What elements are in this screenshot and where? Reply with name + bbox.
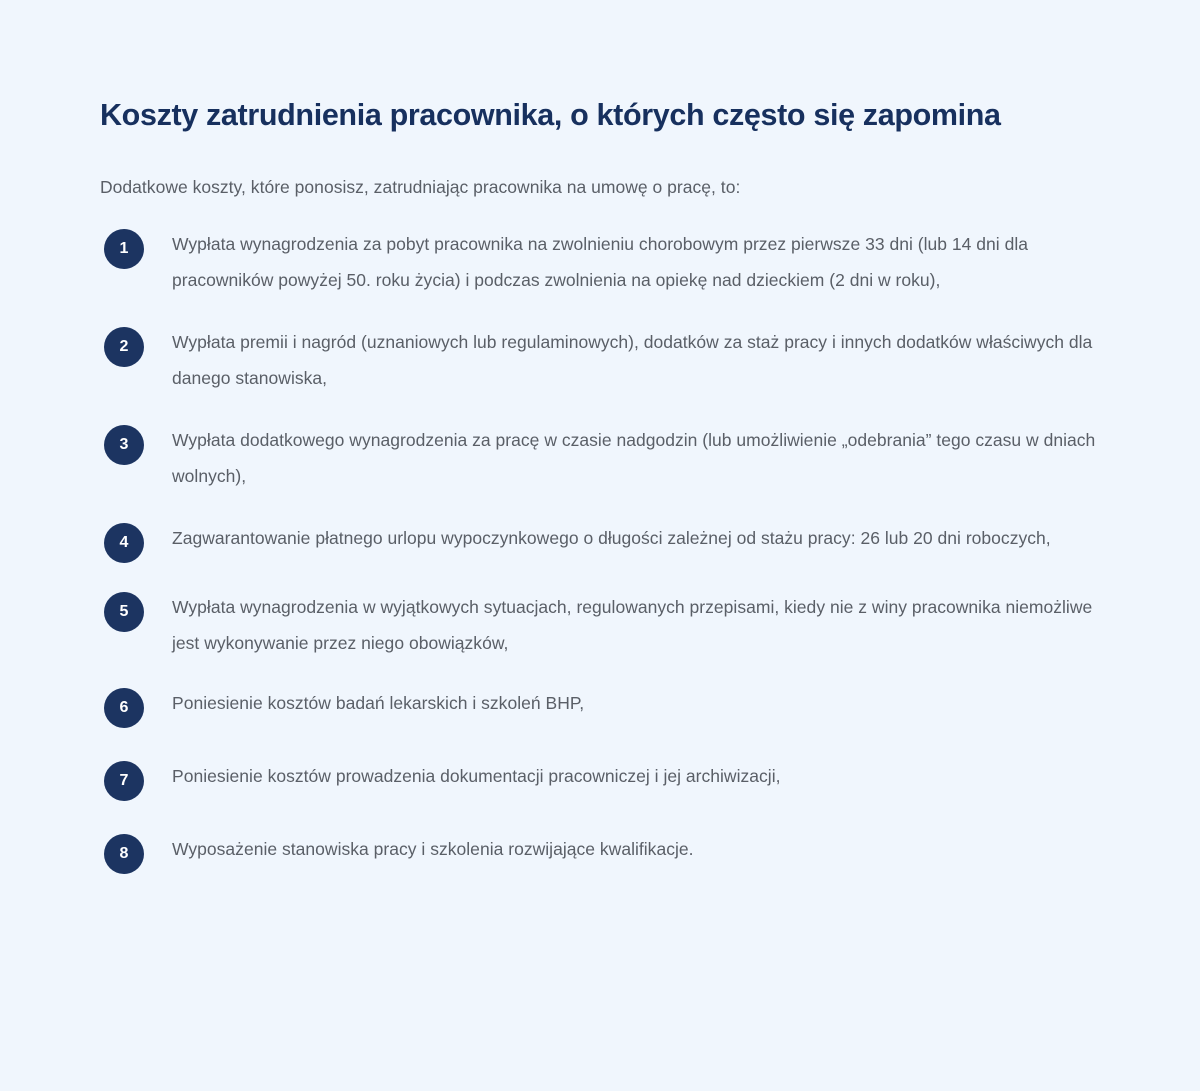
list-item-text: Wyposażenie stanowiska pracy i szkolenia rozwijające kwalifikacje. bbox=[172, 839, 694, 859]
number-badge: 3 bbox=[104, 425, 144, 465]
list-item bbox=[100, 422, 1100, 494]
list-item bbox=[100, 520, 1100, 563]
list-item-text: Wypłata wynagrodzenia w wyjątkowych sytuacjach, regulowanych przepisami, kiedy nie z winy pracownika niemożliwe jest wykonywanie przez niego obowiązków, bbox=[172, 597, 1093, 653]
list-item bbox=[100, 831, 1100, 874]
number-badge: 2 bbox=[104, 327, 144, 367]
list-item-text: Wypłata premii i nagród (uznaniowych lub regulaminowych), dodatków za staż pracy i innych dodatków właściwych dla danego stanowiska, bbox=[172, 332, 1093, 388]
cost-list bbox=[100, 200, 1100, 874]
list-item bbox=[100, 685, 1100, 728]
number-badge: 1 bbox=[104, 229, 144, 269]
list-item bbox=[100, 589, 1100, 661]
intro-paragraph: Dodatkowe koszty, które ponosisz, zatrudniając pracownika na umowę o pracę, to: bbox=[100, 177, 741, 197]
number-badge: 5 bbox=[104, 592, 144, 632]
list-item-text: Zagwarantowanie płatnego urlopu wypoczynkowego o długości zależnej od stażu pracy: 26 lub 20 dni roboczych, bbox=[172, 528, 1051, 548]
list-item-text: Wypłata wynagrodzenia za pobyt pracownika na zwolnieniu chorobowym przez pierwsze 33 dni (lub 14 dni dla pracowników powyżej 50. roku życia) i podczas zwolnienia na opiekę nad dzieckiem (2 dni w roku), bbox=[172, 234, 1028, 290]
number-badge: 8 bbox=[104, 834, 144, 874]
list-item-text: Poniesienie kosztów badań lekarskich i szkoleń BHP, bbox=[172, 693, 585, 713]
list-item-text: Wypłata dodatkowego wynagrodzenia za pracę w czasie nadgodzin (lub umożliwienie „odebrania” tego czasu w dniach wolnych), bbox=[172, 430, 1096, 486]
list-item-text: Poniesienie kosztów prowadzenia dokumentacji pracowniczej i jej archiwizacji, bbox=[172, 766, 781, 786]
page-title: Koszty zatrudnienia pracownika, o których często się zapomina bbox=[100, 98, 1001, 132]
number-badge: 7 bbox=[104, 761, 144, 801]
list-item bbox=[100, 758, 1100, 801]
list-item bbox=[100, 324, 1100, 396]
number-badge: 6 bbox=[104, 688, 144, 728]
number-badge: 4 bbox=[104, 523, 144, 563]
list-item bbox=[100, 226, 1100, 298]
